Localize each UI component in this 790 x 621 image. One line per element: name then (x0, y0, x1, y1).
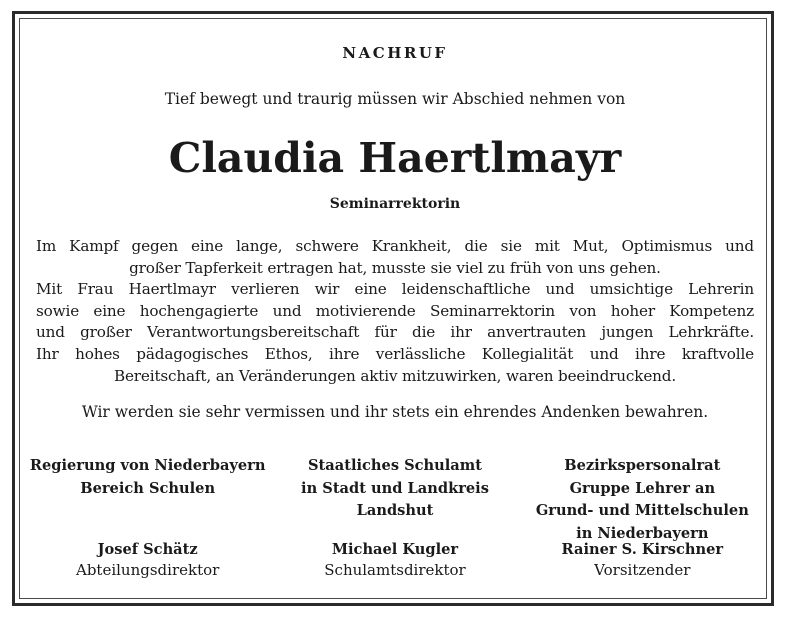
signatory-title: Schulamtsdirektor (324, 561, 466, 579)
signatory-name: Michael Kugler (331, 541, 459, 558)
body-line: Im Kampf gegen eine lange, schwere Krankheit, die sie mit Mut, Optimismus und (36, 237, 754, 255)
signatory-personalrat (519, 455, 766, 585)
org-line: Landshut (356, 502, 434, 519)
closing-text: Wir werden sie sehr vermissen und ihr stets ein ehrendes Andenken bewahren. (81, 403, 709, 421)
org-line: Regierung von Niederbayern (29, 457, 266, 474)
signatory-name: Rainer S. Kirschner (561, 541, 724, 558)
deceased-name: Claudia Haertlmayr (168, 134, 622, 182)
obituary-heading: NACHRUF (342, 44, 448, 62)
intro-text: Tief bewegt und traurig müssen wir Abschied nehmen von (164, 90, 626, 108)
body-line: Mit Frau Haertlmayr verlieren wir eine leidenschaftliche und umsichtige Lehrerin (36, 280, 754, 299)
signatory-name: Josef Schätz (97, 541, 198, 558)
signatory-organization (519, 455, 766, 545)
org-line: Gruppe Lehrer an (569, 479, 716, 497)
signatory-title: Abteilungsdirektor (76, 561, 220, 579)
signatory-regierung (24, 455, 271, 585)
body-line: Bereitschaft, an Veränderungen aktiv mitzuwirken, waren beeindruckend. (113, 366, 677, 385)
body-line: sowie eine hochengagierte und motivierende Seminarrektorin von hoher Kompetenz (36, 301, 754, 320)
org-line: in Niederbayern (576, 524, 709, 542)
org-line: Staatliches Schulamt (308, 457, 482, 474)
signatory-schulamt (271, 455, 518, 585)
signatory-organization (24, 455, 271, 500)
obituary-body (36, 236, 754, 387)
org-line: Bezirkspersonalrat (564, 457, 721, 474)
body-line: Ihr hohes pädagogisches Ethos, ihre verlässliche Kollegialität und ihre kraftvolle (36, 344, 754, 363)
signatures (29, 455, 754, 585)
org-line: Bereich Schulen (80, 479, 216, 497)
org-line: in Stadt und Landkreis (301, 479, 489, 497)
body-line: und großer Verantwortungsbereitschaft für die ihr anvertrauten jungen Lehrkräfte. (36, 323, 754, 342)
body-line: großer Tapferkeit ertragen hat, musste sie viel zu früh von uns gehen. (129, 258, 661, 277)
org-line: Grund- und Mittelschulen (535, 502, 749, 519)
signatory-title: Vorsitzender (594, 561, 691, 579)
deceased-role: Seminarrektorin (329, 196, 461, 212)
signatory-organization (271, 455, 518, 523)
